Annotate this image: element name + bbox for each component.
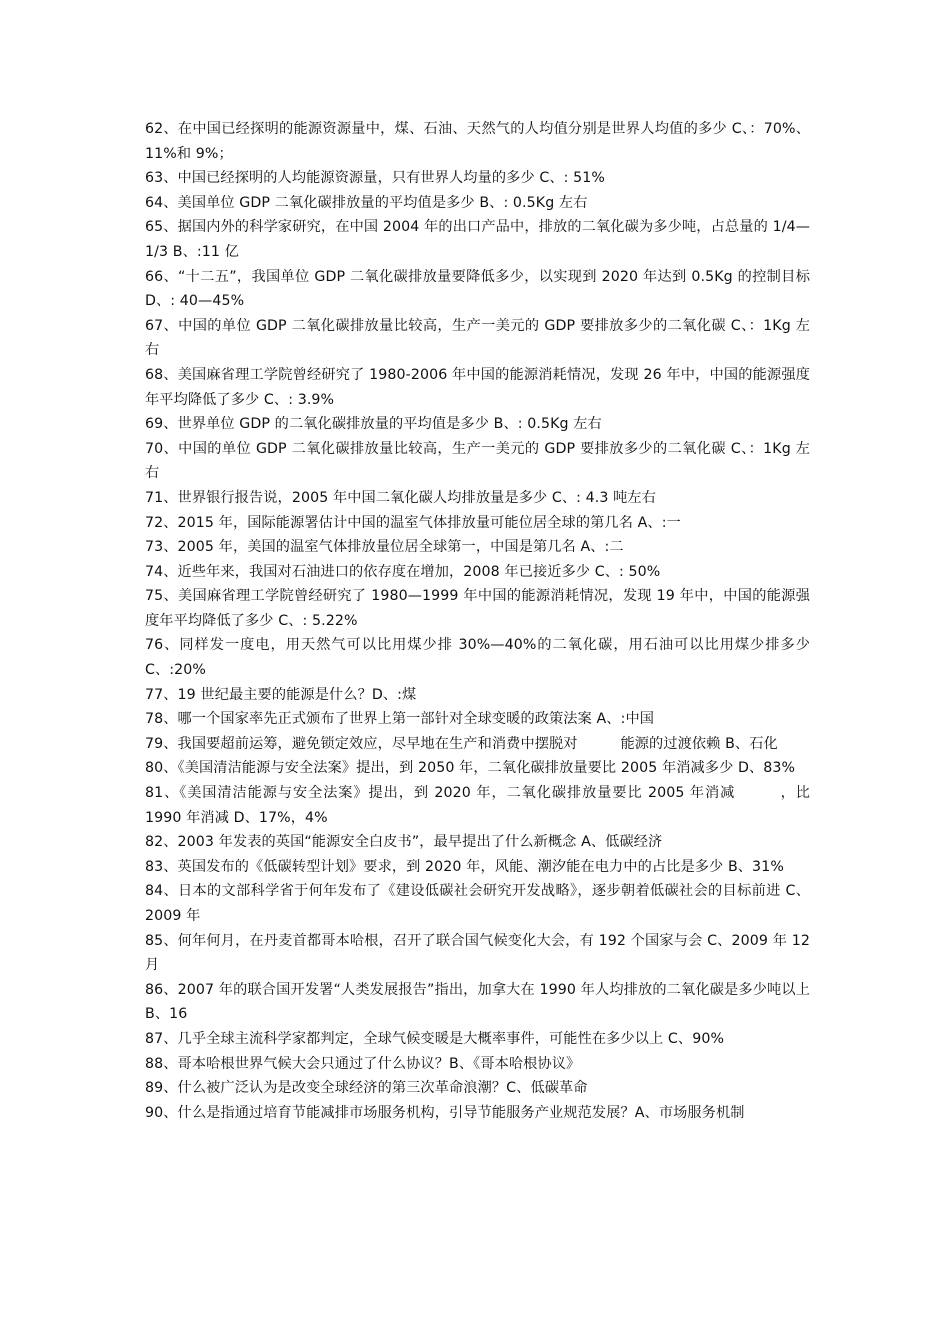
list-item: 70、中国的单位 GDP 二氧化碳排放量比较高，生产一美元的 GDP 要排放多少的二氧化碳 C、：1Kg 左右 [145,440,810,482]
list-item: 85、何年何月，在丹麦首都哥本哈根，召开了联合国气候变化大会，有 192 个国家与会 C、2009 年 12 月 [145,932,810,974]
list-item: 66、“十二五”，我国单位 GDP 二氧化碳排放量要降低多少，以实现到 2020 年达到 0.5Kg 的控制目标 D、: 40—45% [145,268,810,310]
list-item: 68、美国麻省理工学院曾经研究了 1980-2006 年中国的能源消耗情况，发现 26 年中，中国的能源强度年平均降低了多少 C、: 3.9% [145,366,810,408]
list-item: 72、2015 年，国际能源署估计中国的温室气体排放量可能位居全球的第几名 A、:一 [145,514,681,531]
list-item: 78、哪一个国家率先正式颁布了世界上第一部针对全球变暖的政策法案 A、:中国 [145,711,655,728]
list-item: 88、哥本哈根世界气候大会只通过了什么协议？B、《哥本哈根协议》 [145,1055,581,1072]
list-item: 82、2003 年发表的英国“能源安全白皮书”，最早提出了什么新概念 A、低碳经济 [145,834,663,851]
list-item: 69、世界单位 GDP 的二氧化碳排放量的平均值是多少 B、: 0.5Kg 左右 [145,416,602,433]
question-list [145,117,810,1125]
list-item: 80、《美国清洁能源与安全法案》提出，到 2050 年，二氧化碳排放量要比 2005 年消减多少 D、83% [145,760,796,777]
list-item: 83、英国发布的《低碳转型计划》要求，到 2020 年，风能、潮汐能在电力中的占比是多少 B、31% [145,858,784,875]
list-item: 86、2007 年的联合国开发署“人类发展报告”指出，加拿大在 1990 年人均排放的二氧化碳是多少吨以上 B、16 [145,981,810,1023]
list-item: 89、什么被广泛认为是改变全球经济的第三次革命浪潮？C、低碳革命 [145,1080,588,1097]
list-item: 75、美国麻省理工学院曾经研究了 1980—1999 年中国的能源消耗情况，发现 19 年中，中国的能源强度年平均降低了多少 C、: 5.22% [145,588,810,629]
list-item: 73、2005 年，美国的温室气体排放量位居全球第一，中国是第几名 A、:二 [145,539,624,556]
list-item: 65、据国内外的科学家研究，在中国 2004 年的出口产品中，排放的二氧化碳为多少吨，占总量的 1/4—1/3 B、:11 亿 [145,219,810,260]
list-item: 76、同样发一度电，用天然气可以比用煤少排 30%—40%的二氧化碳，用石油可以比用煤少排多少 C、:20% [145,637,810,679]
list-item: 67、中国的单位 GDP 二氧化碳排放量比较高，生产一美元的 GDP 要排放多少的二氧化碳 C、：1Kg 左右 [145,317,810,359]
list-item: 63、中国已经探明的人均能源资源量，只有世界人均量的多少 C、: 51% [145,170,605,187]
list-item: 81、《美国清洁能源与安全法案》提出，到 2020 年，二氧化碳排放量要比 2005 年消减 ，比 1990 年消减 D、17%，4% [145,785,810,826]
list-item: 77、19 世纪最主要的能源是什么？D、:煤 [145,686,417,703]
list-item: 87、几乎全球主流科学家都判定，全球气候变暖是大概率事件，可能性在多少以上 C、90% [145,1030,725,1047]
list-item: 79、我国要超前运筹，避免锁定效应，尽早地在生产和消费中摆脱对 能源的过渡依赖 B、石化 [145,735,778,752]
list-item: 62、在中国已经探明的能源资源量中，煤、石油、天然气的人均值分别是世界人均值的多少 C、：70%、11%和 9%； [145,121,810,162]
list-item: 74、近些年来，我国对石油进口的依存度在增加，2008 年已接近多少 C、: 50% [145,563,661,580]
list-item: 90、什么是指通过培育节能减排市场服务机构，引导节能服务产业规范发展？A、市场服务机制 [145,1104,745,1121]
list-item: 84、日本的文部科学省于何年发布了《建设低碳社会研究开发战略》，逐步朝着低碳社会的目标前进 C、2009 年 [145,883,810,924]
list-item: 64、美国单位 GDP 二氧化碳排放量的平均值是多少 B、: 0.5Kg 左右 [145,194,588,211]
list-item: 71、世界银行报告说，2005 年中国二氧化碳人均排放量是多少 C、: 4.3 吨左右 [145,489,656,506]
